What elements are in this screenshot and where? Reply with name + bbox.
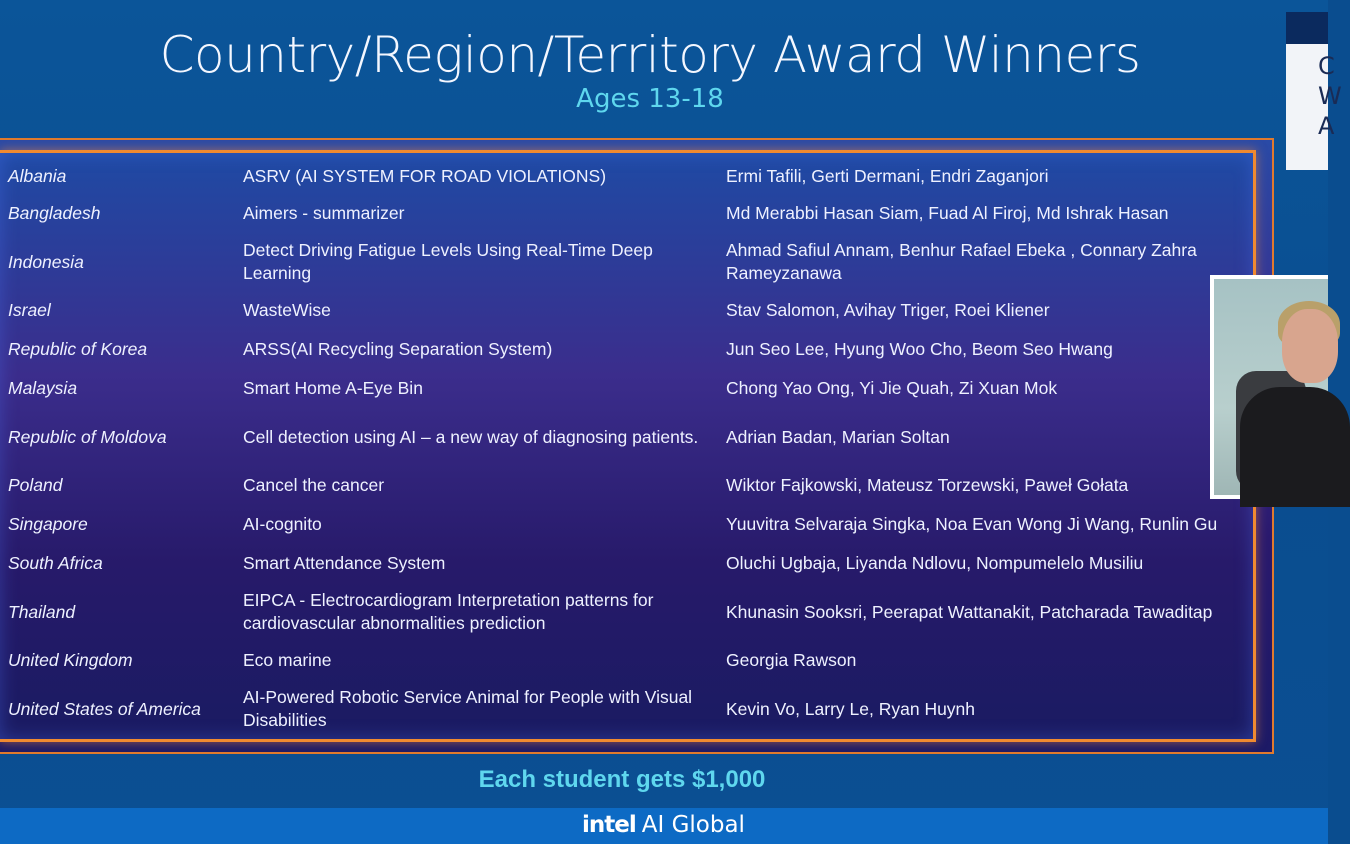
table-row	[0, 583, 1250, 641]
table-row	[0, 369, 1250, 408]
table-row	[0, 505, 1250, 544]
side-slide-thumbnail: C W A	[1286, 12, 1328, 170]
intel-logo: intel	[582, 812, 636, 838]
table-row	[0, 680, 1250, 738]
country-cell: South Africa	[8, 553, 103, 573]
project-cell: Smart Attendance System	[243, 553, 446, 573]
table-row	[0, 466, 1250, 505]
winners-cell: Oluchi Ugbaja, Liyanda Ndlovu, Nompumelelo Musiliu	[726, 553, 1144, 573]
country-cell: Republic of Korea	[8, 339, 148, 359]
table-row	[0, 544, 1250, 583]
project-cell: Aimers - summarizer	[243, 203, 405, 223]
project-cell: Detect Driving Fatigue Levels Using Real-Time Deep Learning	[243, 240, 653, 283]
winners-cell: Georgia Rawson	[726, 650, 857, 670]
presenter-video	[1210, 275, 1328, 499]
country-cell: United States of America	[8, 698, 201, 719]
project-cell: Cell detection using AI – a new way of diagnosing patients.	[243, 426, 699, 447]
winners-cell: Ermi Tafili, Gerti Dermani, Endri Zaganjori	[726, 165, 1049, 186]
country-cell: Indonesia	[8, 251, 84, 272]
winners-table	[0, 158, 1250, 738]
presenter-image	[1214, 279, 1328, 495]
project-cell: EIPCA - Electrocardiogram Interpretation patterns for cardiovascular abnormalities prediction	[243, 590, 654, 633]
table-row	[0, 194, 1250, 233]
project-cell: AI-Powered Robotic Service Animal for People with Visual Disabilities	[243, 687, 693, 730]
slide-subtitle: Ages 13-18	[576, 84, 724, 114]
winners-cell: Stav Salomon, Avihay Triger, Roei Kliener	[726, 300, 1050, 320]
winners-cell: Md Merabbi Hasan Siam, Fuad Al Firoj, Md Ishrak Hasan	[726, 203, 1169, 223]
prize-note: Each student gets $1,000	[478, 766, 766, 793]
project-cell: Eco marine	[243, 650, 332, 670]
table-row	[0, 641, 1250, 680]
table-row	[0, 330, 1250, 369]
winners-cell: Adrian Badan, Marian Soltan	[726, 426, 950, 447]
country-cell: Thailand	[8, 601, 76, 622]
country-cell: Albania	[8, 165, 67, 186]
project-cell: ASRV (AI SYSTEM FOR ROAD VIOLATIONS)	[243, 165, 607, 186]
country-cell: Bangladesh	[8, 203, 101, 223]
country-cell: Malaysia	[8, 378, 78, 398]
winners-cell: Chong Yao Ong, Yi Jie Quah, Zi Xuan Mok	[726, 378, 1058, 398]
winners-cell: Yuuvitra Selvaraja Singka, Noa Evan Wong Ji Wang, Runlin Gu	[726, 514, 1218, 534]
project-cell: ARSS(AI Recycling Separation System)	[243, 339, 553, 359]
country-cell: Singapore	[8, 514, 88, 534]
project-cell: Cancel the cancer	[243, 475, 385, 495]
country-cell: Republic of Moldova	[8, 426, 167, 447]
country-cell: Israel	[8, 300, 51, 320]
table-row	[0, 158, 1250, 194]
brand-text: AI Global	[641, 812, 745, 838]
slide-title: Country/Region/Territory Award Winners	[159, 26, 1141, 84]
project-cell: WasteWise	[243, 300, 331, 320]
table-row	[0, 408, 1250, 466]
table-row	[0, 233, 1250, 291]
country-cell: United Kingdom	[8, 650, 133, 670]
table-row	[0, 291, 1250, 330]
brand-logo	[582, 812, 745, 838]
winners-cell: Khunasin Sooksri, Peerapat Wattanakit, Patcharada Tawaditap	[726, 601, 1213, 622]
project-cell: Smart Home A-Eye Bin	[243, 378, 423, 398]
winners-cell: Jun Seo Lee, Hyung Woo Cho, Beom Seo Hwang	[726, 339, 1113, 359]
country-cell: Poland	[8, 475, 63, 495]
winners-cell: Ahmad Safiul Annam, Benhur Rafael Ebeka , Connary Zahra Rameyzanawa	[726, 240, 1197, 283]
winners-cell: Kevin Vo, Larry Le, Ryan Huynh	[726, 698, 976, 719]
project-cell: AI-cognito	[243, 514, 322, 534]
winners-cell: Wiktor Fajkowski, Mateusz Torzewski, Paweł Gołata	[726, 475, 1129, 495]
